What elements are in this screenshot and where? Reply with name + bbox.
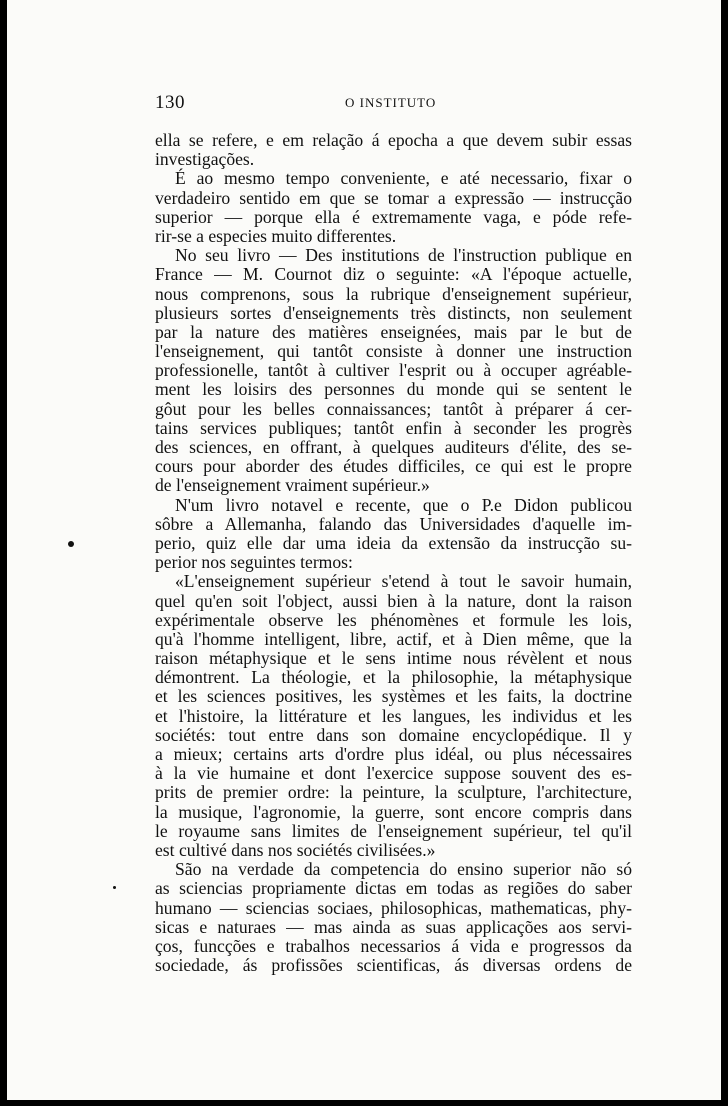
text-line: expérimentale observe les phénomènes et formule les lois, (155, 609, 632, 630)
text-line: de l'enseignement vraiment supérieur.» (155, 475, 430, 496)
text-line: perio, quiz elle dar uma ideia da extensão da instrucção su- (155, 532, 632, 553)
text-line: humano — sciencias sociaes, philosophicas, mathematicas, phy- (155, 897, 632, 918)
body-text (155, 131, 632, 975)
text-line: «L'enseignement supérieur s'etend à tout le savoir humain, (175, 571, 632, 592)
text-line: perior nos seguintes termos: (155, 552, 353, 573)
text-line: des sciences, en offrant, à quelques auditeurs d'élite, des se- (155, 437, 632, 457)
text-line: gôut pour les belles connaissances; tantôt à préparer á cer- (155, 398, 632, 419)
text-line: sociétés: tout entre dans son domaine encyclopédique. Il y (155, 724, 632, 745)
text-line: et l'histoire, la littérature et les langues, les individus et les (155, 705, 632, 726)
page-header (155, 92, 632, 114)
text-line: raison métaphysique et le sens intime nous révèlent et nous (155, 648, 632, 669)
page-number: 130 (155, 92, 185, 113)
text-line: la musique, l'agronomie, la guerre, sont encore compris dans (155, 801, 632, 822)
text-line: as sciencias propriamente dictas em todas as regiões do saber (155, 878, 632, 899)
text-line: N'um livro notavel e recente, que o P.e Didon publicou (175, 494, 632, 515)
text-line: est cultivé dans nos sociétés civilisées.» (155, 839, 436, 860)
text-line: France — M. Cournot diz o seguinte: «A l'époque actuelle, (155, 264, 632, 285)
text-line: rir-se a especies muito differentes. (155, 225, 397, 246)
text-line: São na verdade da competencia do ensino superior não só (175, 859, 632, 880)
text-line: cours pour aborder des études difficiles, ce qui est le propre (155, 456, 632, 477)
text-line: No seu livro — Des institutions de l'instruction publique en (175, 245, 632, 266)
text-line: tains services publiques; tantôt enfin à seconder les progrès (155, 417, 632, 438)
scan-border-right (721, 0, 728, 1106)
text-line: l'enseignement, qui tantôt consiste à donner une instruction (155, 341, 632, 362)
text-line: ment les loisirs des personnes du monde qui se sentent le (155, 379, 632, 400)
text-line: verdadeiro sentido em que se tomar a expressão — instrucção (155, 187, 632, 208)
text-line: nous comprenons, sous la rubrique d'enseignement supérieur, (155, 283, 632, 304)
text-line: et les sciences positives, les systèmes et les faits, la doctrine (155, 686, 632, 707)
text-line: investigações. (155, 149, 255, 170)
text-line: plusieurs sortes d'enseignements très distincts, non seulement (155, 302, 632, 323)
text-line: sociedade, ás profissões scientificas, ás diversas ordens de (155, 955, 632, 976)
text-line: sicas e naturaes — mas ainda as suas applicações aos servi- (155, 916, 632, 937)
text-line: ços, funcções e trabalhos necessarios á vida e progressos da (155, 935, 632, 956)
text-line: par la nature des matières enseignées, mais par le but de (155, 321, 632, 342)
text-line: à la vie humaine et dont l'exercice suppose souvent des es- (155, 763, 632, 784)
running-title: O INSTITUTO (345, 95, 437, 110)
text-line: quel qu'en soit l'object, aussi bien à la nature, dont la raison (155, 590, 632, 611)
margin-speck (113, 886, 116, 889)
text-line: prits de premier ordre: la peinture, la sculpture, l'architecture, (155, 782, 632, 803)
text-line: superior — porque ella é extremamente vaga, e póde refe- (155, 206, 632, 227)
text-line: É ao mesmo tempo conveniente, e até necessario, fixar o (175, 168, 632, 189)
scan-border-bottom (0, 1100, 728, 1106)
text-line: sôbre a Allemanha, falando das Universidades d'aquelle im- (155, 513, 632, 534)
text-line: ella se refere, e em relação á epocha a que devem subir essas (155, 130, 632, 150)
text-line: a mieux; certains arts d'ordre plus idéal, ou plus nécessaires (155, 744, 632, 764)
text-line: qu'à l'homme intelligent, libre, actif, et à Dien même, que la (155, 628, 632, 649)
text-line: professionelle, tantôt à cultiver l'esprit ou à occuper agréable- (155, 360, 632, 381)
margin-speck (68, 541, 74, 547)
text-line: démontrent. La théologie, et la philosophie, la métaphysique (155, 667, 632, 688)
text-line: le royaume sans limites de l'enseignement supérieur, tel qu'il (155, 820, 632, 841)
scan-border-left (0, 0, 7, 1106)
